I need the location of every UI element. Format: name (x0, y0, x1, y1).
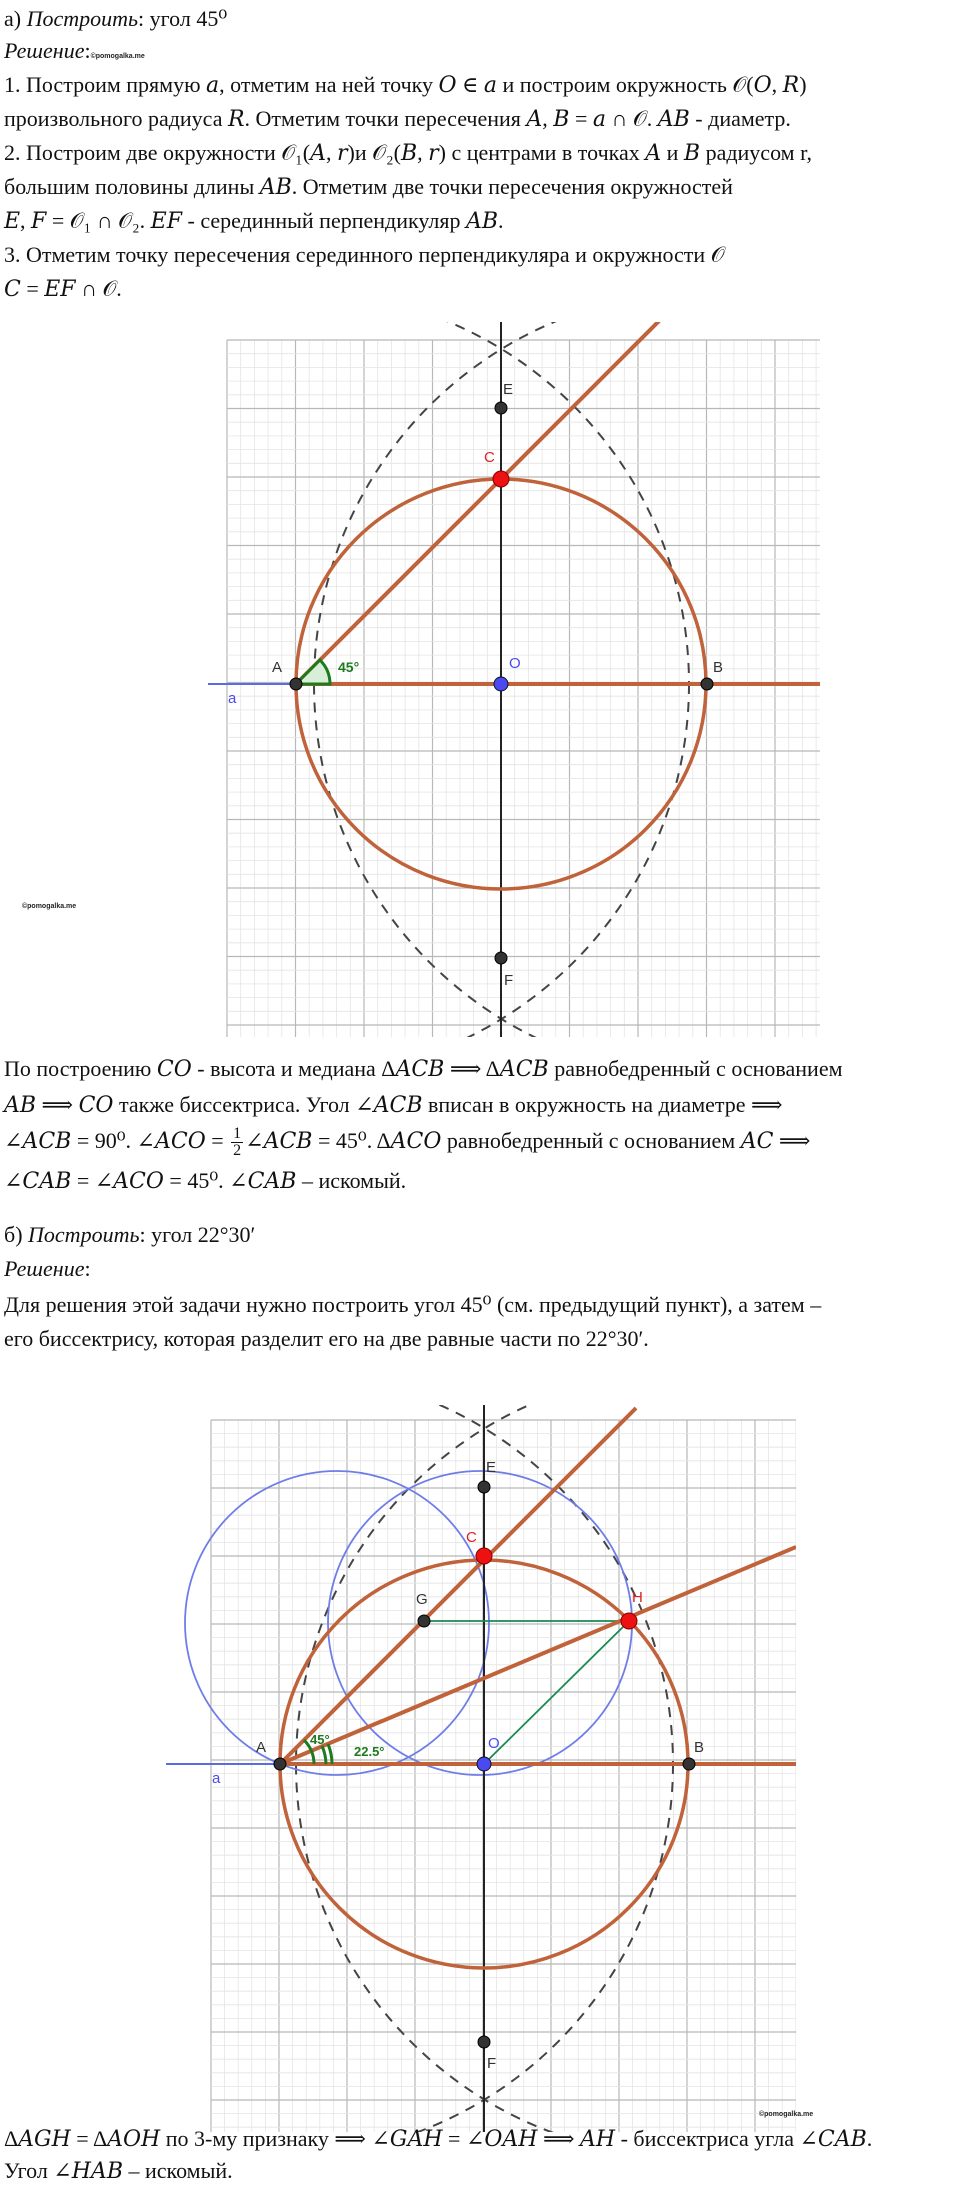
part-a-step2-line2: большим половины длины 𝐴𝐵. Отметим две точки пересечения окружностей (4, 174, 733, 199)
part-b-conclusion-line1: Δ𝐴𝐺𝐻 = Δ𝐴𝑂𝐻 по 3-му признаку ⟹ ∠𝐺𝐴𝐻 = ∠𝑂𝐴𝐻 ⟹ 𝐴𝐻 - биссектриса угла ∠𝐶𝐴𝐵. (4, 2126, 873, 2151)
part-a-step1-line1: 1. Построим прямую 𝑎, отметим на ней точку 𝑂 ∈ 𝑎 и построим окружность 𝒪(𝑂, 𝑅) (4, 72, 807, 97)
figure-b-label-b: B (694, 1739, 705, 1756)
part-a-step3-line1: 3. Отметим точку пересечения серединного перпендикуляра и окружности 𝒪 (4, 242, 725, 267)
part-b-text-line1: Для решения этой задачи нужно построить угол 45⁰ (см. предыдущий пункт), а затем – (4, 1292, 822, 1317)
figure-b-point-a (274, 1758, 286, 1770)
figure-b-point-h (621, 1613, 637, 1629)
part-a-step2-line1: 2. Построим две окружности 𝒪₁(𝐴, 𝑟)и 𝒪₂(𝐵, 𝑟) с центрами в точках 𝐴 и 𝐵 радиусом r, (4, 140, 813, 165)
figure-b-angle-label-45: 45° (310, 1732, 330, 1747)
figure-a-label-o: O (509, 655, 521, 672)
figure-b-point-g (418, 1615, 430, 1627)
figure-b-grid (211, 1420, 814, 2140)
part-a-conclusion-line4: ∠𝐶𝐴𝐵 = ∠𝐴𝐶𝑂 = 45⁰. ∠𝐶𝐴𝐵 – искомый. (4, 1168, 407, 1193)
figure-b-label-c: C (466, 1529, 477, 1546)
figure-b-label-f: F (487, 2055, 497, 2072)
figure-a-label-c: C (484, 449, 495, 466)
figure-a-angle-label: 45° (338, 659, 360, 675)
figure-b-ray-ah (280, 1547, 796, 1764)
figure-b-angle-mark-225a (322, 1746, 326, 1764)
part-a-title: а) Построить: угол 45⁰ (4, 6, 228, 31)
part-a-step1-line2: произвольного радиуса 𝑅. Отметим точки пересечения 𝐴, 𝐵 = 𝑎 ∩ 𝒪. 𝐴𝐵 - диаметр. (4, 106, 791, 131)
fraction-one-half: $\frac{1}{2}$ (233, 1125, 242, 1160)
part-b-conclusion-line2: Угол ∠𝐻𝐴𝐵 – искомый. (4, 2158, 233, 2183)
part-b-text-line2: его биссектрису, которая разделит его на две равные части по 22°30′. (4, 1326, 649, 1351)
figure-b-point-b (683, 1758, 695, 1770)
part-a-conclusion-line1: По построению 𝐶𝑂 - высота и медиана Δ𝐴𝐶𝐵 ⟹ Δ𝐴𝐶𝐵 равнобедренный с основанием (4, 1056, 843, 1081)
figure-a-label-b: B (713, 659, 724, 676)
part-b-solution-label: Решение: (4, 1256, 91, 1281)
figure-a-label-a-line: a (228, 690, 237, 707)
figure-b-point-o (477, 1757, 491, 1771)
watermark-text: ©pomogalka.me (90, 53, 145, 60)
figure-b-label-a-line: a (212, 1770, 221, 1787)
part-a-solution-label: Решение:©pomogalka.me (4, 38, 145, 63)
figure-b-label-h: H (632, 1589, 643, 1606)
figure-b-angle-mark-225b (328, 1744, 332, 1764)
part-a-conclusion-line3: ∠𝐴𝐶𝐵 = 90⁰. ∠𝐴𝐶𝑂 = $\frac{1}{2}$ ∠𝐴𝐶𝐵 = 45⁰. Δ𝐴𝐶𝑂 равнобедренный с основанием 𝐴𝐶 ⟹ (4, 1125, 811, 1160)
figure-a-label-f: F (504, 972, 514, 989)
part-a-step2-line3: 𝐸, 𝐹 = 𝒪₁ ∩ 𝒪₂. 𝐸𝐹 - серединный перпендикуляр 𝐴𝐵. (4, 208, 504, 233)
figure-b-point-c (476, 1548, 492, 1564)
figure-b-label-a: A (256, 1739, 267, 1756)
figure-a-label-a: A (272, 659, 283, 676)
watermark-figure-b: ©pomogalka.me (759, 2111, 814, 2118)
watermark-figure-a: ©pomogalka.me (22, 903, 77, 910)
figure-b-label-o: O (488, 1735, 500, 1752)
part-a-conclusion-line2: 𝐴𝐵 ⟹ 𝐶𝑂 также биссектриса. Угол ∠𝐴𝐶𝐵 вписан в окружность на диаметре ⟹ (4, 1092, 783, 1117)
part-a-step3-line2: 𝐶 = 𝐸𝐹 ∩ 𝒪. (4, 276, 122, 301)
part-b-title: б) Построить: угол 22°30′ (4, 1222, 256, 1247)
figure-a-label-e: E (503, 381, 514, 398)
figure-b-angle-label-225: 22.5° (354, 1744, 385, 1759)
figure-b-point-f (478, 2036, 490, 2048)
figure-b-label-g: G (416, 1591, 428, 1608)
figure-b-point-e (478, 1481, 490, 1493)
figure-b-label-e: E (486, 1459, 497, 1476)
